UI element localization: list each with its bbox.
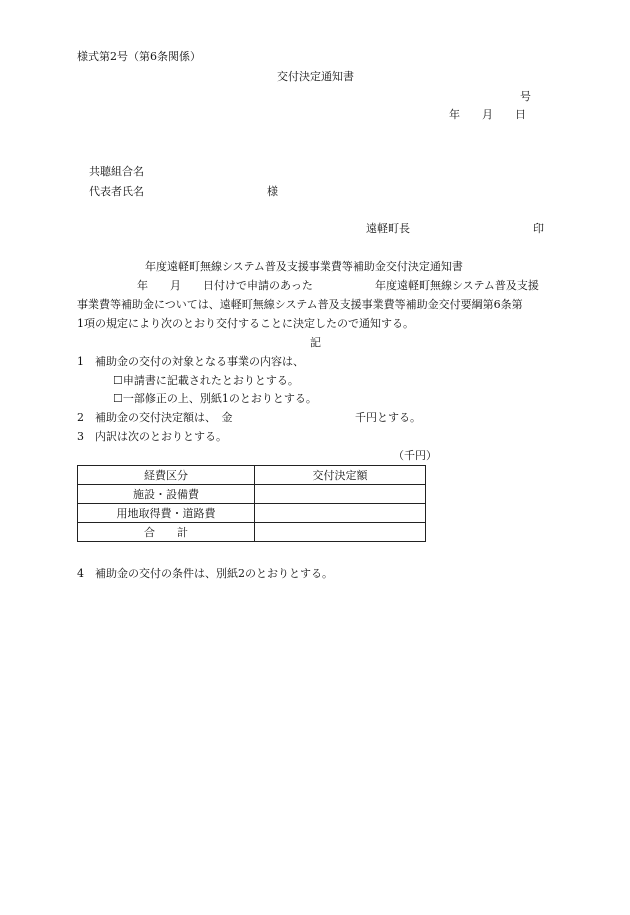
ki-heading: 記 bbox=[310, 336, 321, 349]
notice-subject: 年度遠軽町無線システム普及支援事業費等補助金交付決定通知書 bbox=[145, 260, 463, 273]
cost-breakdown-table bbox=[77, 465, 426, 542]
table-row bbox=[78, 523, 426, 542]
table-header-row bbox=[78, 466, 426, 485]
row-category: 用地取得費・道路費 bbox=[78, 504, 255, 523]
body-line-1b: 年度遠軽町無線システム普及支援 bbox=[375, 279, 539, 292]
row-category: 施設・設備費 bbox=[78, 485, 255, 504]
row-amount-cell bbox=[255, 523, 426, 542]
item-1: 1 補助金の交付の対象となる事業の内容は、 bbox=[77, 355, 304, 368]
row-category: 合 計 bbox=[78, 523, 255, 542]
table-row bbox=[78, 485, 426, 504]
table-unit-label: （千円） bbox=[393, 449, 437, 462]
item-2: 2 補助金の交付決定額は、 金 bbox=[77, 411, 233, 424]
item-1-option-as-applied: ☐申請書に記載されたとおりとする。 bbox=[113, 374, 299, 387]
row-amount-cell bbox=[255, 485, 426, 504]
column-header-amount: 交付決定額 bbox=[255, 466, 426, 485]
table-row bbox=[78, 504, 426, 523]
item-4: 4 補助金の交付の条件は、別紙2のとおりとする。 bbox=[77, 567, 333, 580]
row-amount-cell bbox=[255, 504, 426, 523]
seal-mark: 印 bbox=[533, 222, 544, 235]
issue-date-line: 年 月 日 bbox=[449, 108, 526, 121]
body-line-2: 事業費等補助金については、遠軽町無線システム普及支援事業費等補助金交付要綱第6条第 bbox=[77, 298, 523, 311]
column-header-category: 経費区分 bbox=[78, 466, 255, 485]
body-line-3: 1項の規定により次のとおり交付することに決定したので通知する。 bbox=[77, 317, 414, 330]
document-number-label: 号 bbox=[520, 90, 531, 103]
item-3: 3 内訳は次のとおりとする。 bbox=[77, 430, 227, 443]
form-number: 様式第2号（第6条関係） bbox=[77, 50, 201, 63]
item-2-unit: 千円とする。 bbox=[355, 411, 421, 424]
item-1-option-revised: ☐一部修正の上、別紙1のとおりとする。 bbox=[113, 392, 317, 405]
body-line-1a: 年 月 日付けで申請のあった bbox=[137, 279, 313, 292]
honorific-sama: 様 bbox=[267, 185, 278, 198]
association-name-label: 共聴組合名 bbox=[89, 165, 144, 178]
page-title: 交付決定通知書 bbox=[277, 70, 354, 83]
representative-name-label: 代表者氏名 bbox=[89, 185, 144, 198]
mayor-label: 遠軽町長 bbox=[366, 222, 410, 235]
